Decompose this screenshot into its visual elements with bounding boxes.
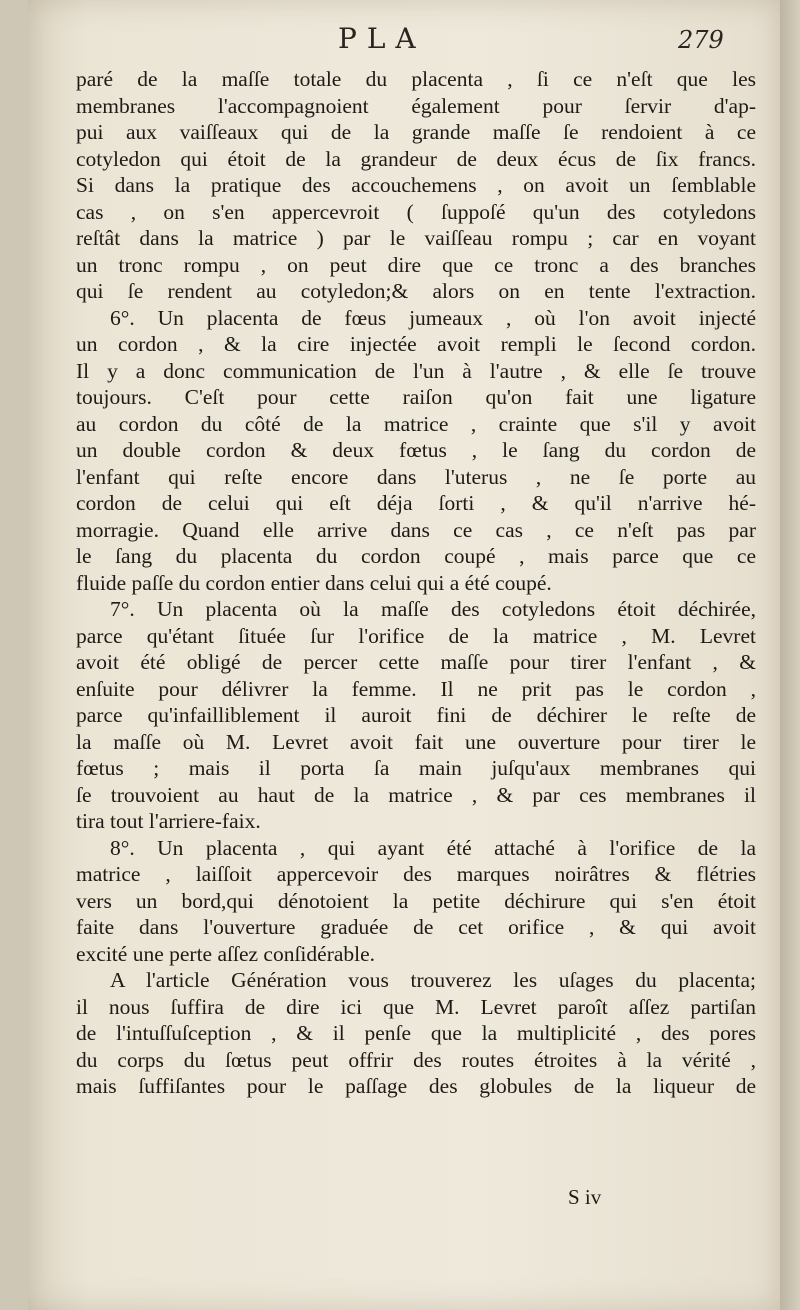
text-line: qui ſe rendent au cotyledon;& alors on en tente l'extraction. — [76, 279, 756, 303]
text-line: au cordon du côté de la matrice , crainte que s'il y avoit — [76, 411, 756, 436]
text-line: un tronc rompu , on peut dire que ce tronc a des branches — [76, 252, 756, 277]
text-line: 6°. Un placenta de fœus jumeaux , où l'on avoit injecté — [110, 305, 756, 330]
text-line: avoit été obligé de percer cette maſſe pour tirer l'enfant , & — [76, 650, 756, 674]
text-line: l'enfant qui reſte encore dans l'uterus , ne ſe porte au — [76, 464, 756, 489]
text-line: toujours. C'eſt pour cette raiſon qu'on fait une ligature — [76, 385, 756, 409]
text-line: le ſang du placenta du cordon coupé , mais parce que ce — [76, 544, 756, 568]
text-line: cas , on s'en appercevroit ( ſuppoſé qu'un des cotyledons — [76, 199, 756, 224]
text-line: parce qu'étant ſituée ſur l'orifice de la matrice , M. Levret — [76, 623, 756, 648]
text-line: paré de la maſſe totale du placenta , ſi ce n'eſt que les — [76, 67, 756, 91]
text-line: un cordon , & la cire injectée avoit rempli le ſecond cordon. — [76, 332, 756, 356]
text-line: la maſſe où M. Levret avoit fait une ouverture pour tirer le — [76, 729, 756, 754]
text-line: du corps du ſœtus peut offrir des routes étroites à la vérité , — [76, 1047, 756, 1072]
text-line: excité une perte aſſez conſidérable. — [76, 941, 376, 966]
text-line: tira tout l'arriere-faix. — [76, 809, 261, 833]
signature-mark: S iv — [568, 1185, 602, 1209]
text-line: membranes l'accompagnoient également pour ſervir d'ap- — [76, 93, 756, 118]
page-header — [28, 22, 780, 62]
text-line: 8°. Un placenta , qui ayant été attaché à l'orifice de la — [110, 835, 756, 860]
text-line: mais ſuffiſantes pour le paſſage des globules de la liqueur de — [76, 1074, 756, 1098]
text-line: fluide paſſe du cordon entier dans celui qui a été coupé. — [76, 570, 552, 595]
text-line: pui aux vaiſſeaux qui de la grande maſſe ſe rendoient à ce — [76, 120, 756, 144]
text-line: de l'intuſſuſception , & il penſe que la multiplicité , des pores — [76, 1021, 756, 1045]
text-line: matrice , laiſſoit appercevoir des marques noirâtres & flétries — [76, 862, 756, 886]
text-line: A l'article Génération vous trouverez les uſages du placenta; — [110, 968, 756, 992]
text-line: fœtus ; mais il porta ſa main juſqu'aux membranes qui — [76, 756, 756, 780]
text-line: ſe trouvoient au haut de la matrice , & par ces membranes il — [76, 782, 756, 807]
page-edge — [780, 0, 800, 1310]
text-line: un double cordon & deux fœtus , le ſang du cordon de — [76, 438, 756, 462]
text-line: cordon de celui qui eſt déja ſorti , & qu'il n'arrive hé- — [76, 491, 756, 515]
text-line: Il y a donc communication de l'un à l'autre , & elle ſe trouve — [76, 358, 756, 383]
running-head: PLA — [338, 22, 426, 55]
text-line: parce qu'infailliblement il auroit fini de déchirer le reſte de — [76, 703, 756, 727]
body-text — [76, 66, 756, 1100]
text-line: vers un bord,qui dénotoient la petite déchirure qui s'en étoit — [76, 888, 756, 913]
page-number: 279 — [678, 26, 724, 54]
text-line: 7°. Un placenta où la maſſe des cotyledons étoit déchirée, — [110, 597, 756, 621]
text-line: Si dans la pratique des accouchemens , on avoit un ſemblable — [76, 173, 756, 197]
text-line: enſuite pour délivrer la femme. Il ne prit pas le cordon , — [76, 676, 756, 701]
text-line: reſtât dans la matrice ) par le vaiſſeau rompu ; car en voyant — [76, 226, 756, 250]
text-line: il nous ſuffira de dire ici que M. Levret paroît aſſez partiſan — [76, 994, 756, 1019]
text-line: cotyledon qui étoit de la grandeur de deux écus de ſix francs. — [76, 146, 756, 171]
text-line: faite dans l'ouverture graduée de cet orifice , & qui avoit — [76, 915, 756, 939]
text-line: morragie. Quand elle arrive dans ce cas , ce n'eſt pas par — [76, 517, 756, 542]
